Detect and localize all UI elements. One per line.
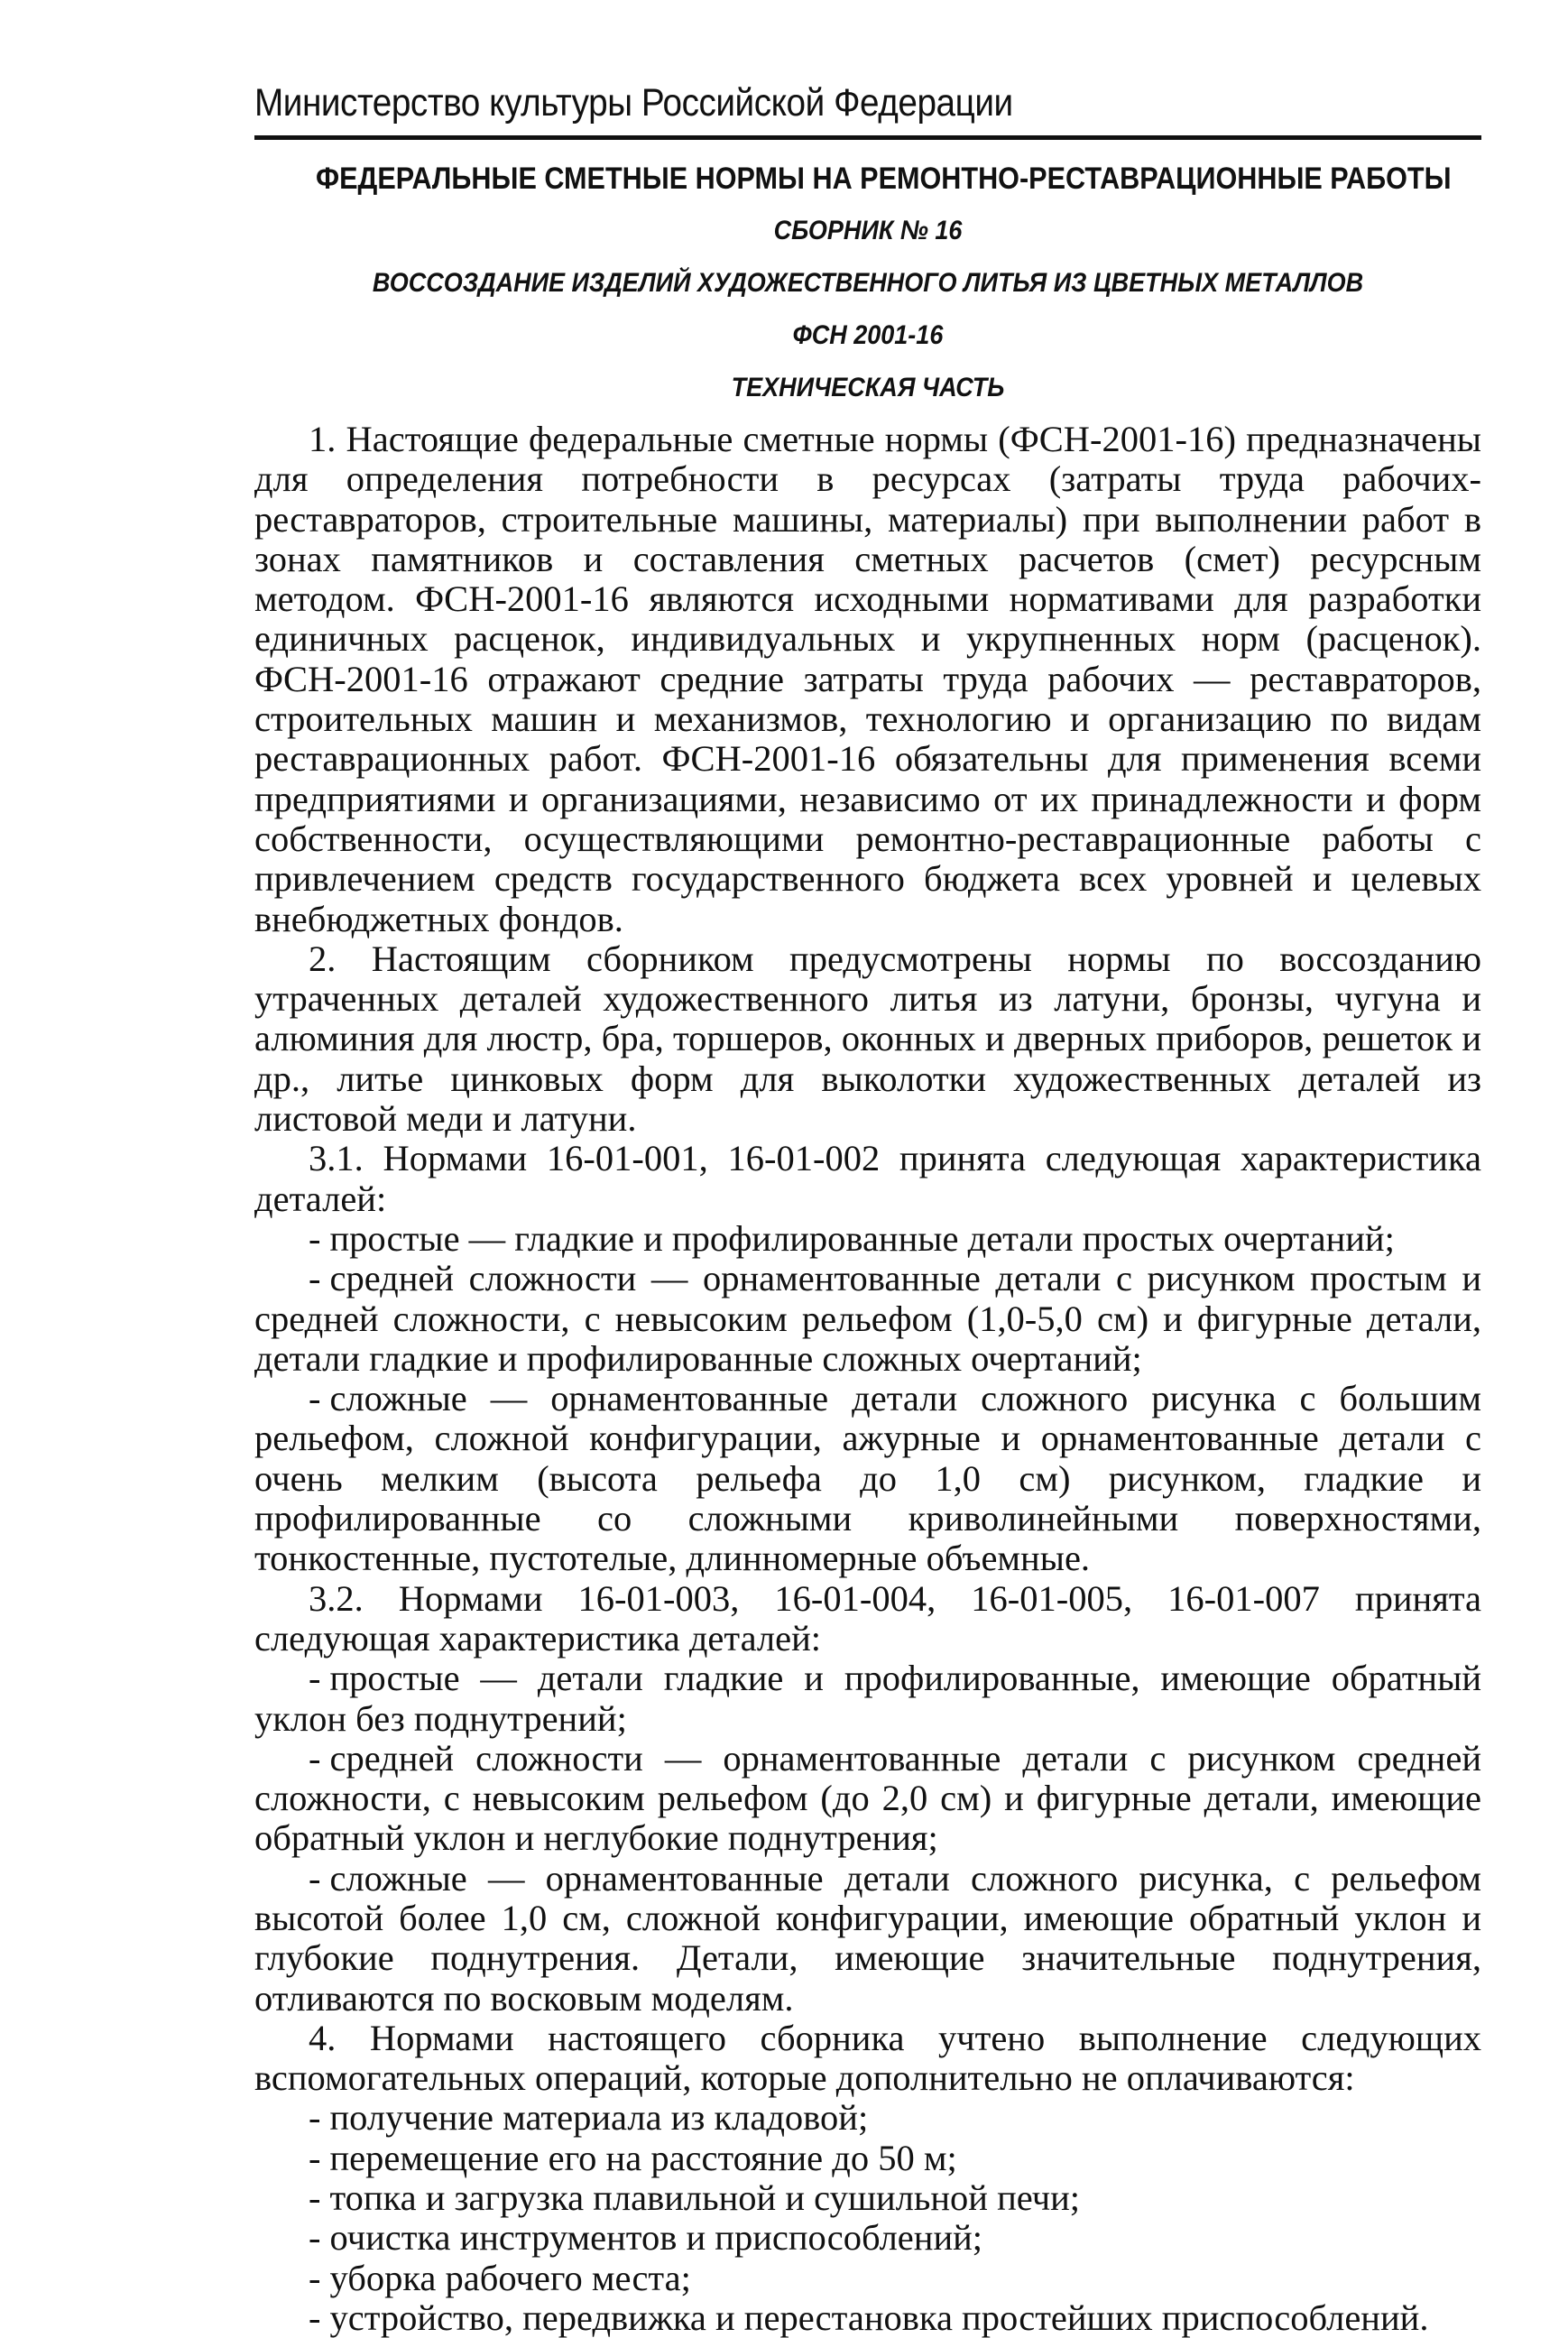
document-body [254, 420, 1481, 2338]
paragraph-3-1: 3.1. Нормами 16-01-001, 16-01-002 принята следующая характеристика деталей: [254, 1138, 1481, 1219]
list-item [254, 1859, 1481, 2019]
paragraph-1: 1. Настоящие федеральные сметные нормы (ФСН-2001-16) предназначены для определения потребности в ресурсах (затраты труда рабочих-реставраторов, строительные машины, материалы) при выполнении работ в зонах памятников и составления сметных расчетов (смет) ресурсным методом. ФСН-2001-16 являются исходными нормативами для разработки единичных расценок, индивидуальных и укрупненных норм (расценок). ФСН-2001-16 отражают средние затраты труда рабочих — реставраторов, строительных машин и механизмов, технологию и организацию по видам реставрационных работ. ФСН-2001-16 обязательны для применения всеми предприятиями и организациями, независимо от их принадлежности и форм собственности, осуществляющими ремонтно-реставрационные работы с привлечением средств государственного бюджета всех уровней и целевых внебюджетных фондов. [254, 419, 1481, 939]
list-item-text: сложные — орнаментованные детали сложного рисунка с большим рельефом, сложной конфигурации, ажурные и орнаментованные детали с очень мелким (высота рельефа до 1,0 см) рисунком, гладкие и профилированные со сложными криволинейными поверхностями, тонкостенные, пустотелые, длинномерные объемные. [254, 1378, 1481, 1579]
list-marker: - [309, 2217, 321, 2259]
list-marker: - [309, 2257, 321, 2298]
list-marker: - [309, 1658, 321, 1699]
list-item [254, 1259, 1481, 1379]
list-item-text: уборка рабочего места; [329, 2257, 691, 2298]
list-marker: - [309, 2296, 321, 2338]
list-item-text: топка и загрузка плавильной и сушильной печи; [329, 2177, 1081, 2219]
list-item [254, 2298, 1481, 2338]
list-item-text: сложные — орнаментованные детали сложного рисунка, с рельефом высотой более 1,0 см, сложной конфигурации, имеющие обратный уклон и глубокие поднутрения. Детали, имеющие значительные поднутрения, отливаются по восковым моделям. [254, 1857, 1481, 2019]
list-item [254, 1739, 1481, 1859]
list-item-text: простые — гладкие и профилированные детали простых очертаний; [329, 1217, 1395, 1259]
list-item [254, 1379, 1481, 1578]
list-item-text: средней сложности — орнаментованные детали с рисунком простым и средней сложности, с невысоким рельефом (1,0-5,0 см) и фигурные детали, детали гладкие и профилированные сложных очертаний; [254, 1258, 1481, 1379]
norm-code: ФСН 2001-16 [792, 320, 944, 350]
list-item-text: очистка инструментов и приспособлений; [329, 2217, 983, 2259]
list-item [254, 2218, 1481, 2258]
list-marker: - [309, 2177, 321, 2219]
list-item [254, 1219, 1481, 1259]
collection-number: СБОРНИК № 16 [773, 216, 963, 245]
list-item-text: простые — детали гладкие и профилированные, имеющие обратный уклон без поднутрений; [254, 1658, 1481, 1739]
list-marker: - [309, 2137, 321, 2178]
list-item [254, 2178, 1481, 2218]
list-marker: - [309, 1217, 321, 1259]
list-item [254, 2259, 1481, 2298]
paragraph-2: 2. Настоящим сборником предусмотрены нормы по воссозданию утраченных деталей художественного литья из латуни, бронзы, чугуна и алюминия для люстр, бра, торшеров, оконных и дверных приборов, решеток и др., литье цинковых форм для выколотки художественных деталей из листовой меди и латуни. [254, 938, 1481, 1140]
list-item-text: получение материала из кладовой; [329, 2097, 869, 2139]
list-item-text: перемещение его на расстояние до 50 м; [329, 2137, 957, 2178]
section-title: ТЕХНИЧЕСКАЯ ЧАСТЬ [731, 373, 1005, 402]
list-item-text: средней сложности — орнаментованные детали с рисунком средней сложности, с невысоким рельефом (до 2,0 см) и фигурные детали, имеющие обратный уклон и неглубокие поднутрения; [254, 1737, 1481, 1859]
list-marker: - [309, 1378, 321, 1419]
paragraph-4: 4. Нормами настоящего сборника учтено выполнение следующих вспомогательных операций, которые дополнительно не оплачиваются: [254, 2017, 1481, 2099]
list-item-text: устройство, передвижка и перестановка простейших приспособлений. [329, 2296, 1429, 2338]
list-marker: - [309, 2097, 321, 2139]
list-marker: - [309, 1258, 321, 1299]
list-item [254, 1659, 1481, 1739]
list-marker: - [309, 1857, 321, 1899]
document-page [254, 76, 1481, 2338]
list-marker: - [309, 1737, 321, 1779]
collection-subject: ВОССОЗДАНИЕ ИЗДЕЛИЙ ХУДОЖЕСТВЕННОГО ЛИТЬЯ ИЗ ЦВЕТНЫХ МЕТАЛЛОВ [372, 268, 1364, 298]
paragraph-3-2: 3.2. Нормами 16-01-003, 16-01-004, 16-01-005, 16-01-007 принята следующая характеристика деталей: [254, 1577, 1481, 1659]
running-header: Министерство культуры Российской Федерации [254, 81, 1013, 125]
header-rule [254, 135, 1481, 140]
list-item [254, 2098, 1481, 2138]
list-item [254, 2139, 1481, 2178]
document-title: ФЕДЕРАЛЬНЫЕ СМЕТНЫЕ НОРМЫ НА РЕМОНТНО-РЕСТАВРАЦИОННЫЕ РАБОТЫ [316, 162, 1452, 196]
